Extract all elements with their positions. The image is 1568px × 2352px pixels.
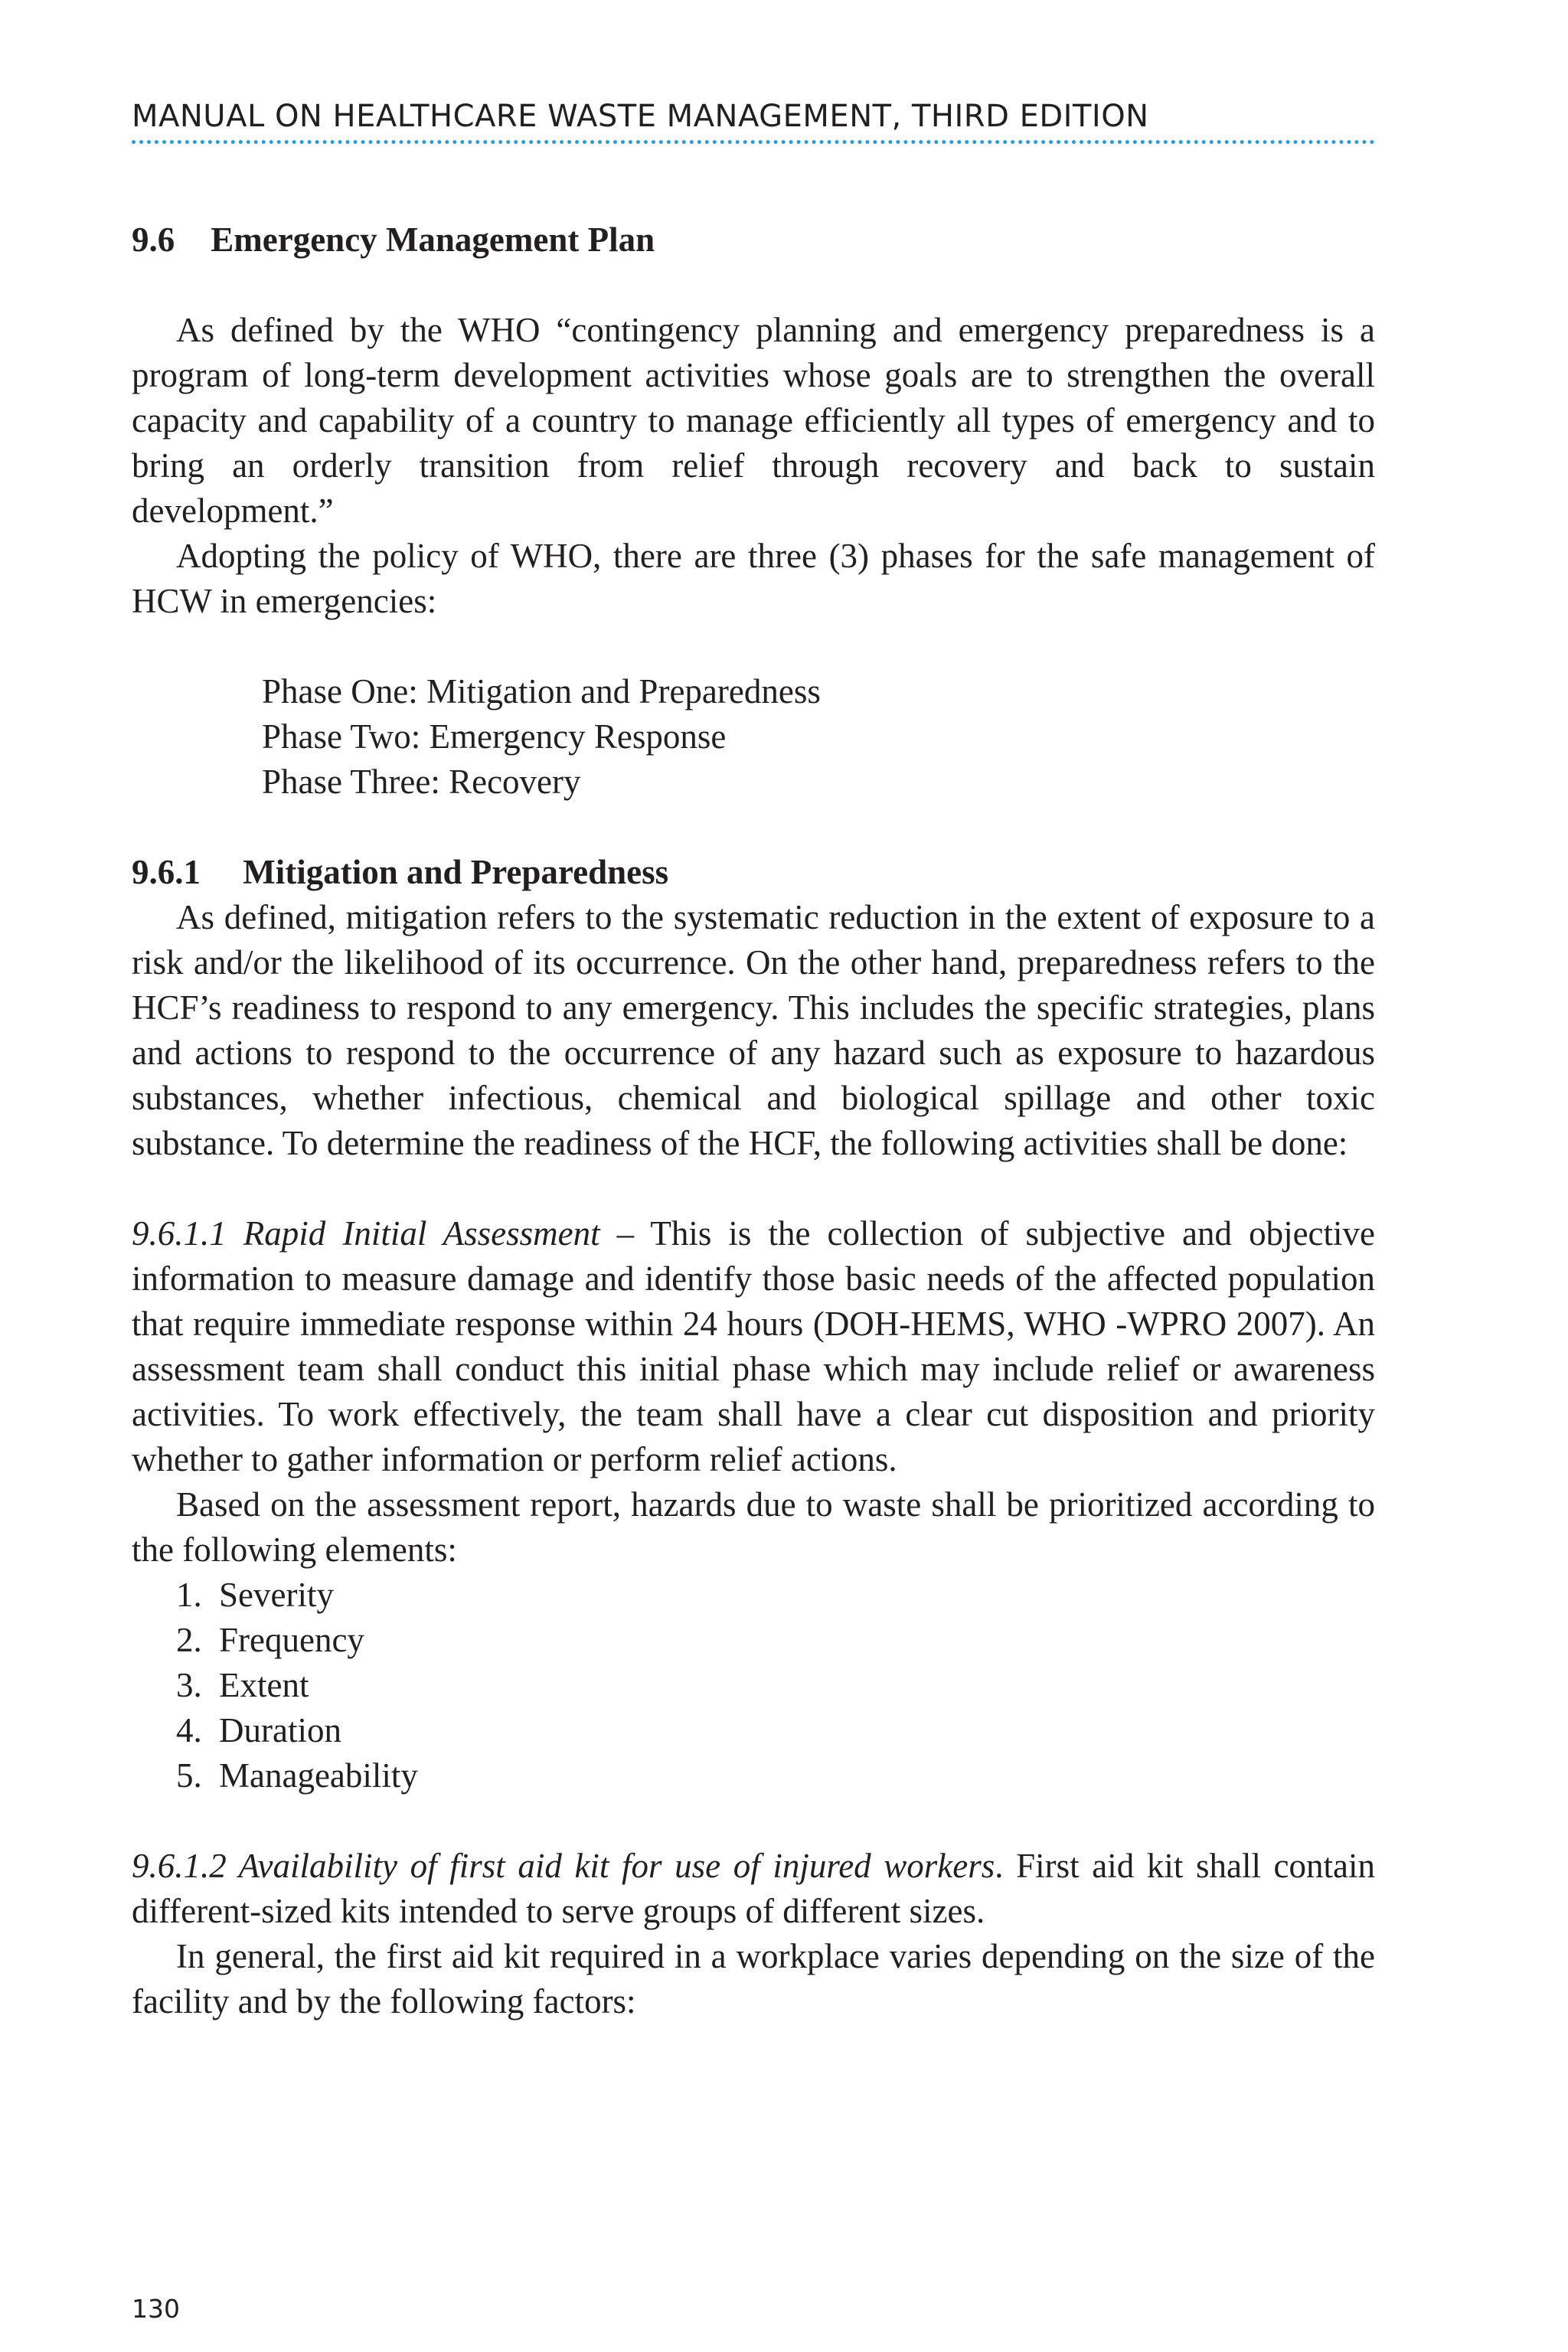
list-item-label: Extent — [219, 1666, 309, 1704]
spacer — [132, 624, 1375, 669]
rapid-assessment-body: – This is the collection of subjective and objective information to measure damage and identify those basic needs of the affected population that require immediate response within 24 hours (DOH-HEMS, WHO -WPRO 2007). An assessment team shall conduct this initial phase which may include relief or awareness activities. To work effectively, the team shall have a clear cut disposition and priority whether to gather information or perform relief actions. — [132, 1214, 1376, 1478]
rapid-assessment-heading: 9.6.1.1 Rapid Initial Assessment — [132, 1214, 600, 1253]
phase-item: Phase One: Mitigation and Preparedness — [262, 672, 821, 710]
spacer — [132, 1798, 1375, 1844]
first-aid-followup-paragraph: In general, the first aid kit required in a workplace varies depending on the size of the facility and by the following factors: — [132, 1937, 1375, 2020]
first-aid-paragraph — [132, 1844, 1375, 1934]
list-item-label: Frequency — [219, 1621, 364, 1659]
list-item-label: Manageability — [219, 1756, 418, 1795]
running-header: MANUAL ON HEALTHCARE WASTE MANAGEMENT, THIRD EDITION — [132, 99, 1149, 134]
page-body — [132, 217, 1375, 2024]
subsection-title: Mitigation and Preparedness — [243, 853, 669, 891]
spacer — [132, 263, 1375, 308]
list-item-number: 1. — [176, 1576, 202, 1614]
mitigation-paragraph: As defined, mitigation refers to the systematic reduction in the extent of exposure to a risk and/or the likelihood of its occurrence. On the other hand, preparedness refers to the HCF’s readiness to respond to any emergency. This includes the specific strategies, plans and actions to respond to the occurrence of any hazard such as exposure to hazardous substances, whether infectious, chemical and biological spillage and other toxic substance. To determine the readiness of the HCF, the following activities shall be done: — [132, 898, 1375, 1162]
spacer — [132, 1166, 1375, 1211]
list-item-number: 2. — [176, 1621, 202, 1659]
intro-paragraph: As defined by the WHO “contingency planning and emergency preparedness is a program of long-term development activities whose goals are to strengthen the overall capacity and capability of a country to manage efficiently all types of emergency and to bring an orderly transition from relief through recovery and back to sustain development.” — [132, 311, 1375, 530]
phases-list — [132, 669, 1375, 805]
priority-elements-list — [132, 1573, 1375, 1798]
section-heading — [132, 217, 1375, 263]
list-item — [176, 1618, 1375, 1663]
list-item — [176, 1753, 1375, 1798]
first-aid-heading: 9.6.1.2 Availability of first aid kit for use of injured workers — [132, 1847, 995, 1885]
list-item-label: Severity — [219, 1576, 334, 1614]
list-item — [176, 1573, 1375, 1618]
first-aid-body: . First aid kit shall contain different-sized kits intended to serve groups of different sizes. — [132, 1847, 1375, 1930]
list-item-number: 5. — [176, 1756, 202, 1795]
list-item-label: Duration — [219, 1711, 341, 1749]
rapid-assessment-paragraph — [132, 1211, 1375, 1482]
section-title: Emergency Management Plan — [211, 220, 655, 259]
phases-intro-paragraph: Adopting the policy of WHO, there are three (3) phases for the safe management of HCW in emergencies: — [132, 537, 1375, 620]
phase-item: Phase Two: Emergency Response — [262, 717, 727, 756]
list-item — [176, 1663, 1375, 1708]
header-dotted-rule — [132, 140, 1375, 144]
elements-intro-paragraph: Based on the assessment report, hazards due to waste shall be prioritized according to the following elements: — [132, 1485, 1375, 1569]
page-number: 130 — [132, 2294, 180, 2324]
list-item — [176, 1708, 1375, 1753]
list-item-number: 3. — [176, 1666, 202, 1704]
section-number: 9.6 — [132, 220, 175, 259]
phase-item: Phase Three: Recovery — [262, 763, 581, 801]
spacer — [132, 805, 1375, 850]
list-item-number: 4. — [176, 1711, 202, 1749]
subsection-number: 9.6.1 — [132, 853, 201, 891]
subsection-heading — [132, 850, 1375, 895]
